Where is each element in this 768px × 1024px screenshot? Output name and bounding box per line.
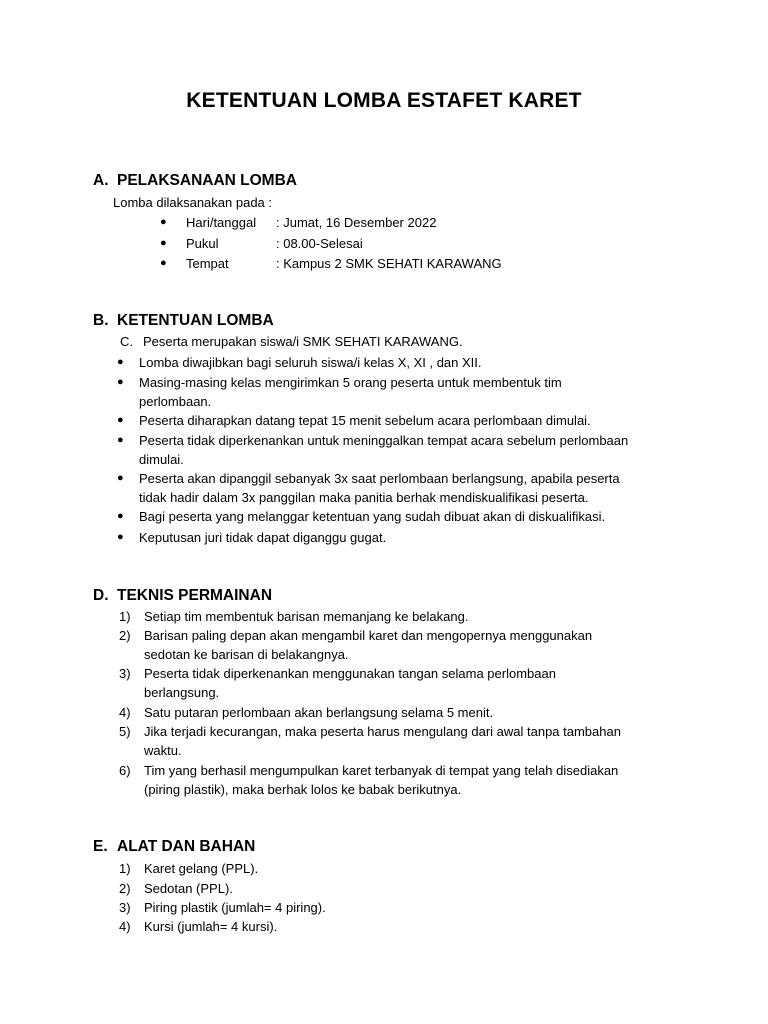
section-d-letter: D. xyxy=(93,587,109,604)
equipment-number: 2) xyxy=(119,881,131,896)
step-line: (piring plastik), maka berhak lolos ke babak berikutnya. xyxy=(144,782,462,797)
document-title: KETENTUAN LOMBA ESTAFET KARET xyxy=(186,89,582,112)
section-e-title: ALAT DAN BAHAN xyxy=(117,838,256,855)
bullet-icon: ● xyxy=(117,531,124,543)
section-e-heading xyxy=(93,838,255,856)
section-d-title: TEKNIS PERMAINAN xyxy=(117,587,273,604)
equipment-item: Kursi (jumlah= 4 kursi). xyxy=(144,919,278,934)
bullet-icon: ● xyxy=(117,510,124,522)
step-number: 5) xyxy=(119,724,131,739)
equipment-number: 1) xyxy=(119,861,131,876)
section-b-first-marker: C. xyxy=(120,334,133,349)
step-line: berlangsung. xyxy=(144,685,220,700)
bullet-icon: ● xyxy=(117,376,124,388)
schedule-label: Hari/tanggal xyxy=(186,215,257,230)
rule-item-line: tidak hadir dalam 3x panggilan maka panitia berhak mendiskualifikasi peserta. xyxy=(139,490,589,505)
bullet-icon: ● xyxy=(160,237,167,249)
section-d-heading xyxy=(93,587,272,605)
equipment-number: 4) xyxy=(119,919,131,934)
step-line: waktu. xyxy=(144,743,182,758)
bullet-icon: ● xyxy=(117,356,124,368)
equipment-item: Piring plastik (jumlah= 4 piring). xyxy=(144,900,326,915)
section-b-letter: B. xyxy=(93,312,109,329)
section-a-intro: Lomba dilaksanakan pada : xyxy=(113,195,273,210)
step-line: Tim yang berhasil mengumpulkan karet terbanyak di tempat yang telah disediakan xyxy=(144,763,619,778)
bullet-icon: ● xyxy=(117,472,124,484)
equipment-item: Sedotan (PPL). xyxy=(144,881,233,896)
step-line: sedotan ke barisan di belakangnya. xyxy=(144,647,349,662)
step-line: Barisan paling depan akan mengambil karet dan mengopernya menggunakan xyxy=(144,628,593,643)
step-number: 1) xyxy=(119,609,131,624)
rule-item-line: Peserta tidak diperkenankan untuk meninggalkan tempat acara sebelum perlombaan xyxy=(139,433,629,448)
schedule-value: : 08.00-Selesai xyxy=(276,236,363,251)
rule-item-line: Masing-masing kelas mengirimkan 5 orang peserta untuk membentuk tim xyxy=(139,375,562,390)
rule-item-line: Bagi peserta yang melanggar ketentuan yang sudah dibuat akan di diskualifikasi. xyxy=(139,509,606,524)
step-number: 4) xyxy=(119,705,131,720)
section-e-letter: E. xyxy=(93,838,108,855)
section-b-first-item: Peserta merupakan siswa/i SMK SEHATI KARAWANG. xyxy=(143,334,463,349)
equipment-item: Karet gelang (PPL). xyxy=(144,861,259,876)
equipment-number: 3) xyxy=(119,900,131,915)
rule-item-line: dimulai. xyxy=(139,452,184,467)
bullet-icon: ● xyxy=(160,216,167,228)
section-a-letter: A. xyxy=(93,172,109,189)
step-line: Jika terjadi kecurangan, maka peserta harus mengulang dari awal tanpa tambahan xyxy=(144,724,621,739)
bullet-icon: ● xyxy=(117,414,124,426)
schedule-label: Pukul xyxy=(186,236,219,251)
schedule-value: : Jumat, 16 Desember 2022 xyxy=(276,215,437,230)
section-a-title: PELAKSANAAN LOMBA xyxy=(117,172,297,189)
section-b-title: KETENTUAN LOMBA xyxy=(117,312,274,329)
rule-item-line: Peserta akan dipanggil sebanyak 3x saat perlombaan berlangsung, apabila peserta xyxy=(139,471,620,486)
bullet-icon: ● xyxy=(160,257,167,269)
rule-item-line: Keputusan juri tidak dapat diganggu gugat. xyxy=(139,530,387,545)
step-line: Setiap tim membentuk barisan memanjang ke belakang. xyxy=(144,609,469,624)
bullet-icon: ● xyxy=(117,434,124,446)
step-number: 2) xyxy=(119,628,131,643)
step-number: 6) xyxy=(119,763,131,778)
step-line: Satu putaran perlombaan akan berlangsung selama 5 menit. xyxy=(144,705,494,720)
rule-item-line: Peserta diharapkan datang tepat 15 menit sebelum acara perlombaan dimulai. xyxy=(139,413,591,428)
schedule-label: Tempat xyxy=(186,256,229,271)
section-b-heading xyxy=(93,312,274,330)
schedule-value: : Kampus 2 SMK SEHATI KARAWANG xyxy=(276,256,502,271)
rule-item-line: perlombaan. xyxy=(139,394,212,409)
step-line: Peserta tidak diperkenankan menggunakan tangan selama perlombaan xyxy=(144,666,556,681)
rule-item-line: Lomba diwajibkan bagi seluruh siswa/i kelas X, XI , dan XII. xyxy=(139,355,482,370)
step-number: 3) xyxy=(119,666,131,681)
section-a-heading xyxy=(93,172,297,190)
